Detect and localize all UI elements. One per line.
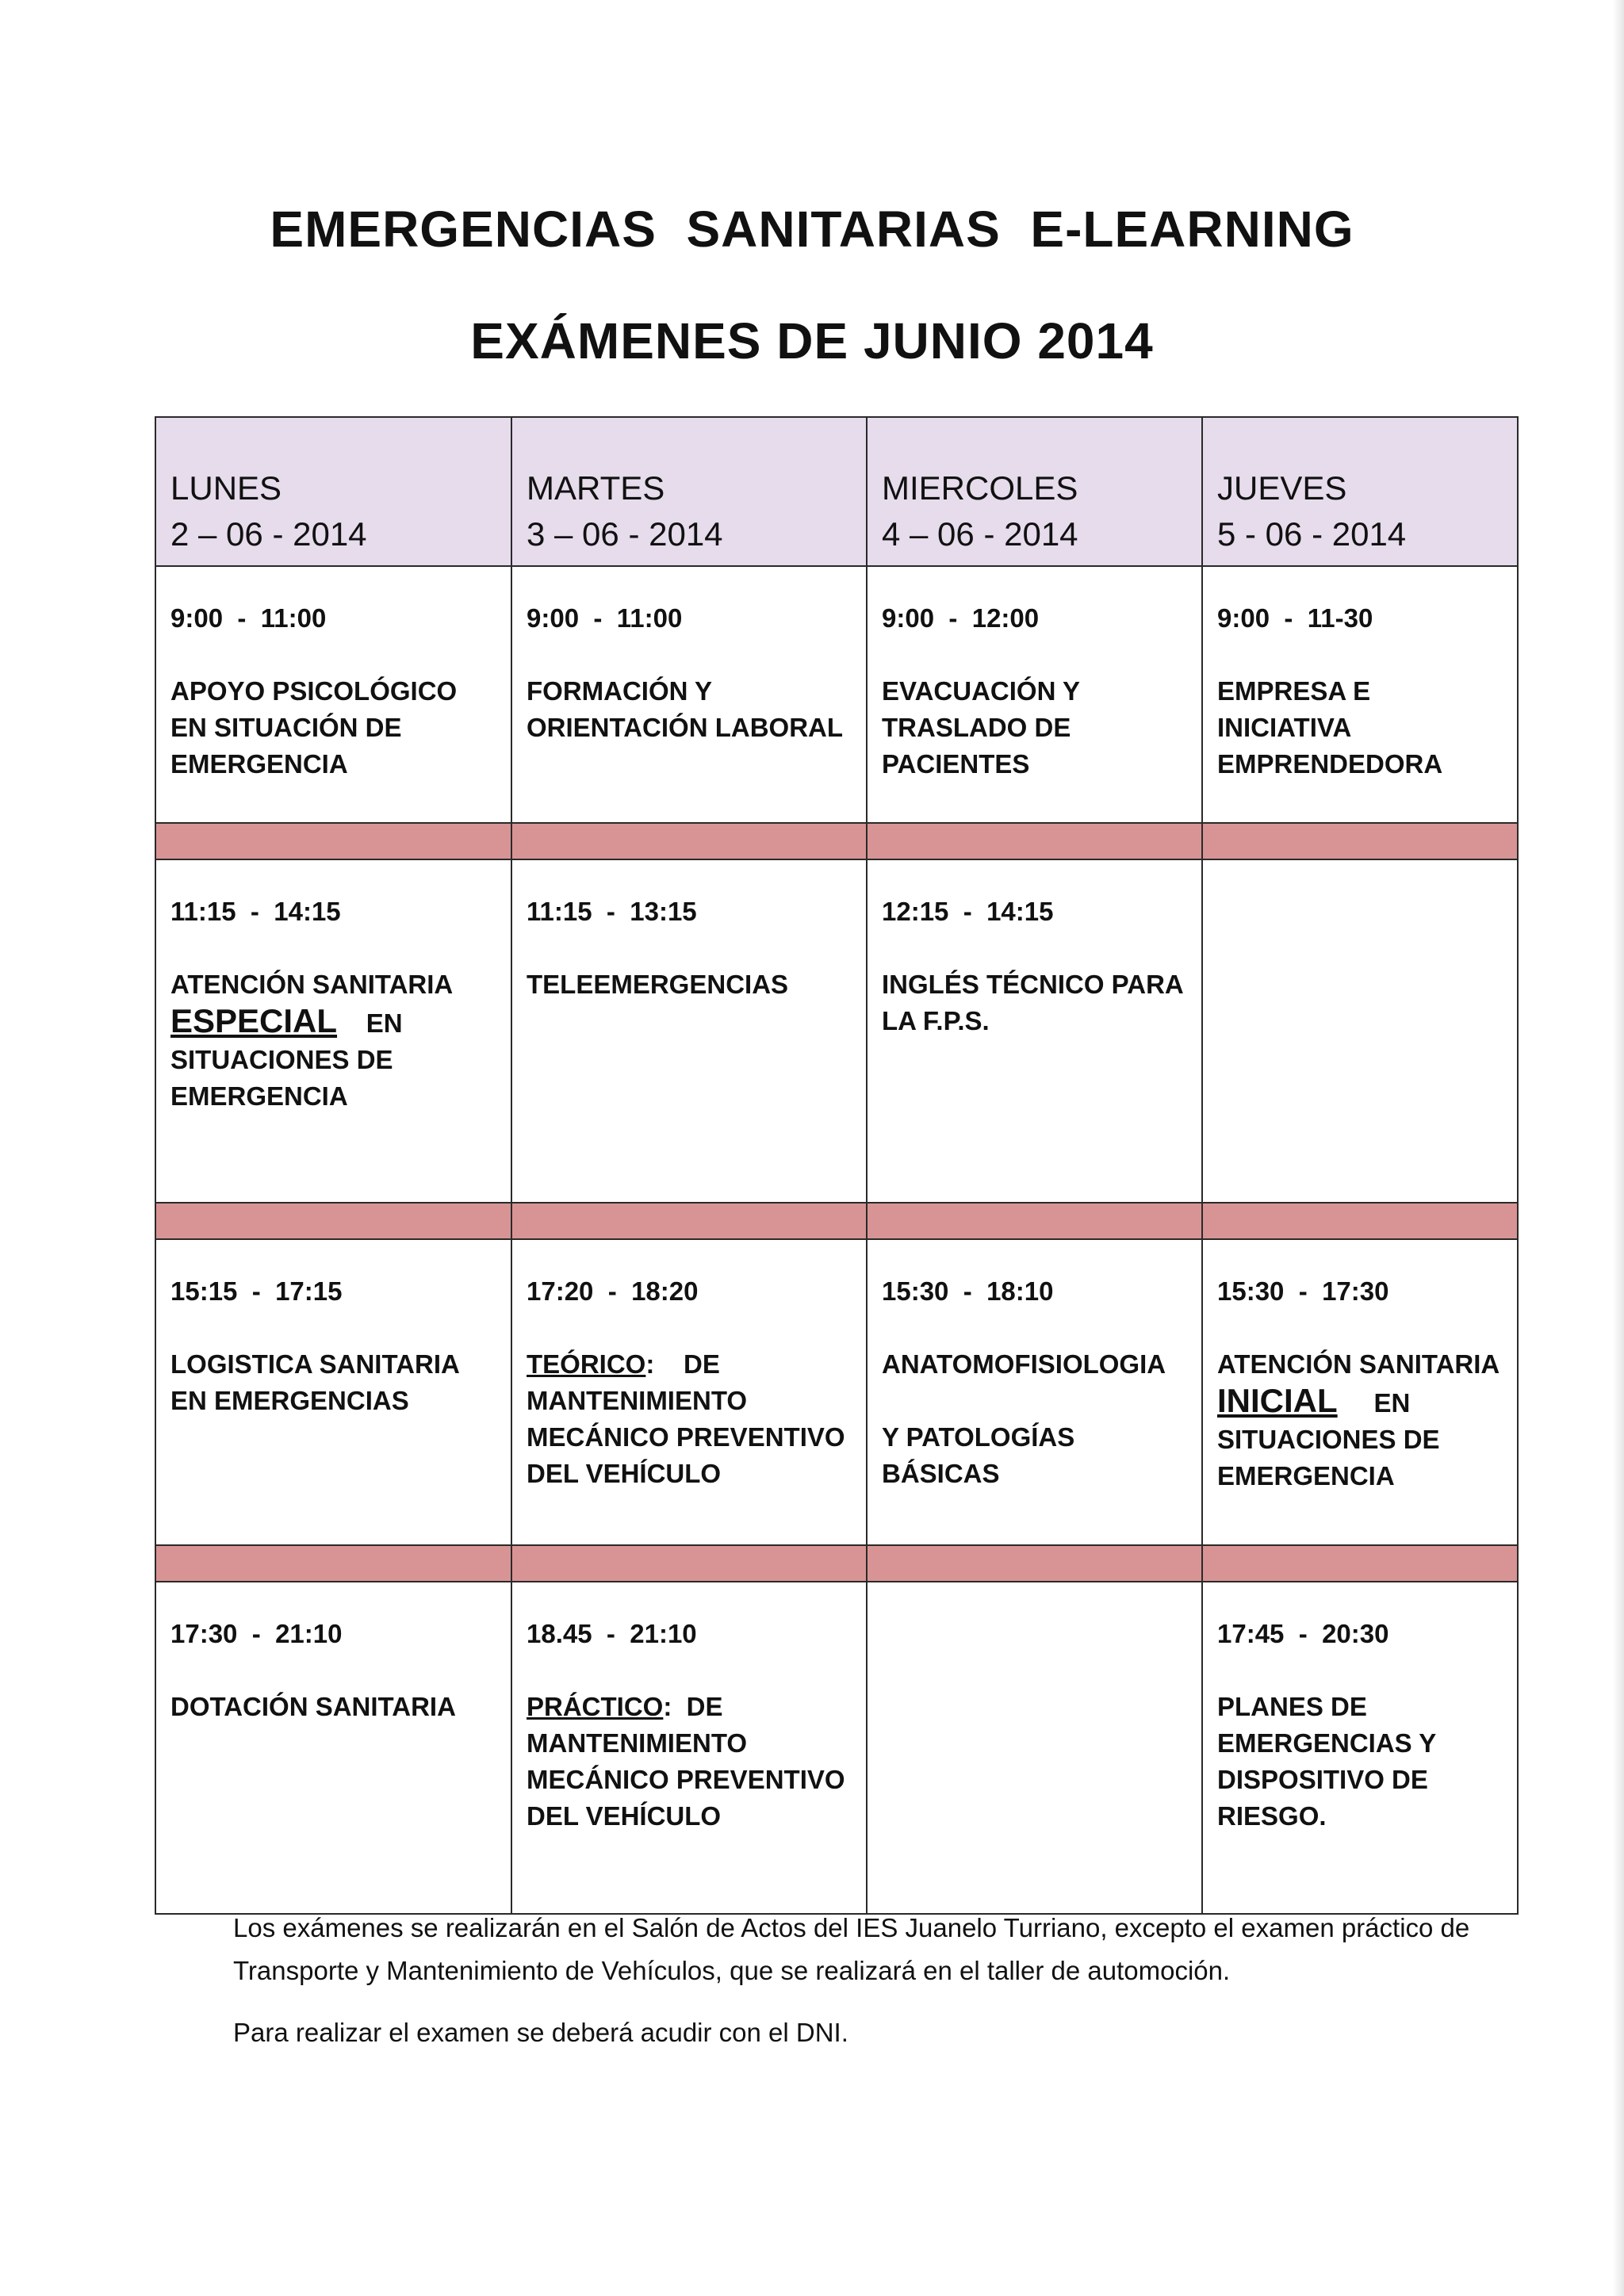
subject-label: TEÓRICO bbox=[527, 1349, 646, 1379]
exam-time: 11:15 - 14:15 bbox=[170, 897, 341, 926]
exam-subject: APOYO PSICOLÓGICO EN SITUACIÓN DE EMERGENCIA bbox=[170, 676, 458, 779]
day-date: 2 – 06 - 2014 bbox=[170, 515, 367, 553]
exam-cell bbox=[155, 566, 511, 823]
table-row bbox=[155, 1582, 1518, 1914]
exam-time: 15:30 - 17:30 bbox=[1217, 1276, 1389, 1306]
exam-cell bbox=[867, 1239, 1202, 1545]
break-cell bbox=[1202, 823, 1518, 859]
exam-subject bbox=[170, 966, 496, 1115]
exam-subject: TELEEMERGENCIAS bbox=[527, 970, 789, 999]
empty-cell bbox=[867, 1582, 1202, 1914]
exam-cell bbox=[1202, 566, 1518, 823]
day-date: 3 – 06 - 2014 bbox=[527, 515, 723, 553]
break-cell bbox=[155, 823, 511, 859]
exam-time: 17:30 - 21:10 bbox=[170, 1619, 343, 1648]
exam-time: 15:15 - 17:15 bbox=[170, 1276, 343, 1306]
day-header-miercoles bbox=[867, 417, 1202, 566]
exam-cell bbox=[155, 1582, 511, 1914]
exam-time: 11:15 - 13:15 bbox=[527, 897, 697, 926]
exam-subject: PLANES DE EMERGENCIAS Y DISPOSITIVO DE RIESGO. bbox=[1217, 1692, 1436, 1831]
subject-text: ATENCIÓN SANITARIA bbox=[1217, 1349, 1500, 1379]
day-header-lunes bbox=[155, 417, 511, 566]
document-subtitle: EXÁMENES DE JUNIO 2014 bbox=[470, 312, 1154, 369]
break-cell bbox=[155, 1545, 511, 1582]
break-cell bbox=[867, 1203, 1202, 1239]
table-row bbox=[155, 859, 1518, 1203]
table-row bbox=[155, 566, 1518, 823]
day-name: LUNES bbox=[170, 469, 282, 507]
exam-time: 12:15 - 14:15 bbox=[882, 897, 1054, 926]
document-title: EMERGENCIAS SANITARIAS E-LEARNING bbox=[270, 201, 1354, 258]
exam-cell bbox=[867, 566, 1202, 823]
table-header-row bbox=[155, 417, 1518, 566]
exam-time: 9:00 - 12:00 bbox=[882, 603, 1040, 633]
day-name: MARTES bbox=[527, 469, 665, 507]
exam-cell bbox=[155, 1239, 511, 1545]
exam-time: 9:00 - 11:00 bbox=[527, 603, 683, 633]
break-cell bbox=[511, 1203, 867, 1239]
exam-subject: EVACUACIÓN Y TRASLADO DE PACIENTES bbox=[882, 676, 1080, 779]
break-cell bbox=[1202, 1545, 1518, 1582]
exam-time: 17:20 - 18:20 bbox=[527, 1276, 699, 1306]
break-row bbox=[155, 1545, 1518, 1582]
subject-text: DE MANTENIMIENTO MECÁNICO PREVENTIVO DEL VEHÍCULO bbox=[527, 1692, 845, 1831]
exam-time: 17:45 - 20:30 bbox=[1217, 1619, 1389, 1648]
exam-cell bbox=[511, 1582, 867, 1914]
exam-time: 9:00 - 11-30 bbox=[1217, 603, 1373, 633]
note-location: Los exámenes se realizarán en el Salón de Actos del IES Juanelo Turriano, excepto el examen práctico de Transporte y Mantenimiento de Vehículos, que se realizará en el taller de automoción. bbox=[233, 1913, 1470, 1985]
subject-emphasis: INICIAL bbox=[1217, 1382, 1338, 1419]
notes bbox=[233, 1907, 1470, 2073]
day-name: JUEVES bbox=[1217, 469, 1347, 507]
break-cell bbox=[155, 1203, 511, 1239]
exam-subject: ANATOMOFISIOLOGIA bbox=[882, 1349, 1166, 1379]
break-cell bbox=[867, 823, 1202, 859]
break-row bbox=[155, 1203, 1518, 1239]
break-cell bbox=[511, 823, 867, 859]
exam-subject: TEÓRICO: DE MANTENIMIENTO MECÁNICO PREVENTIVO DEL VEHÍCULO bbox=[527, 1349, 845, 1488]
exam-time: 9:00 - 11:00 bbox=[170, 603, 327, 633]
empty-cell bbox=[1202, 859, 1518, 1203]
subject-label: PRÁCTICO bbox=[527, 1692, 664, 1721]
day-name: MIERCOLES bbox=[882, 469, 1078, 507]
note-dni: Para realizar el examen se deberá acudir con el DNI. bbox=[233, 2018, 848, 2047]
exam-time: 15:30 - 18:10 bbox=[882, 1276, 1054, 1306]
exam-cell bbox=[1202, 1239, 1518, 1545]
table-row bbox=[155, 1239, 1518, 1545]
exam-subject: DOTACIÓN SANITARIA bbox=[170, 1692, 456, 1721]
exam-subject: PRÁCTICO: DE MANTENIMIENTO MECÁNICO PREVENTIVO DEL VEHÍCULO bbox=[527, 1692, 845, 1831]
break-row bbox=[155, 823, 1518, 859]
exam-subject: INGLÉS TÉCNICO PARA LA F.P.S. bbox=[882, 970, 1183, 1035]
subject-emphasis: ESPECIAL bbox=[170, 1002, 338, 1039]
subject-text: DE MANTENIMIENTO MECÁNICO PREVENTIVO DEL VEHÍCULO bbox=[527, 1349, 845, 1488]
day-date: 4 – 06 - 2014 bbox=[882, 515, 1078, 553]
exam-cell bbox=[867, 859, 1202, 1203]
exam-subject: FORMACIÓN Y ORIENTACIÓN LABORAL bbox=[527, 676, 844, 742]
exam-subject-line-2: Y PATOLOGÍAS BÁSICAS bbox=[882, 1422, 1075, 1488]
break-cell bbox=[511, 1545, 867, 1582]
break-cell bbox=[867, 1545, 1202, 1582]
exam-cell bbox=[155, 859, 511, 1203]
exam-subject: EMPRESA E INICIATIVA EMPRENDEDORA bbox=[1217, 676, 1443, 779]
day-header-martes bbox=[511, 417, 867, 566]
exam-subject: LOGISTICA SANITARIA EN EMERGENCIAS bbox=[170, 1349, 459, 1415]
exam-time: 18.45 - 21:10 bbox=[527, 1619, 697, 1648]
exam-cell bbox=[511, 566, 867, 823]
day-header-jueves bbox=[1202, 417, 1518, 566]
break-cell bbox=[1202, 1203, 1518, 1239]
exam-cell bbox=[1202, 1582, 1518, 1914]
exam-cell bbox=[511, 1239, 867, 1545]
exam-subject bbox=[1217, 1346, 1503, 1494]
exam-cell bbox=[511, 859, 867, 1203]
subject-text: EN SITUACIONES DE EMERGENCIA bbox=[170, 1008, 403, 1111]
day-date: 5 - 06 - 2014 bbox=[1217, 515, 1407, 553]
subject-text: EN SITUACIONES DE EMERGENCIA bbox=[1217, 1388, 1440, 1490]
exam-schedule-table bbox=[155, 416, 1519, 1915]
subject-text: ATENCIÓN SANITARIA bbox=[170, 970, 453, 999]
